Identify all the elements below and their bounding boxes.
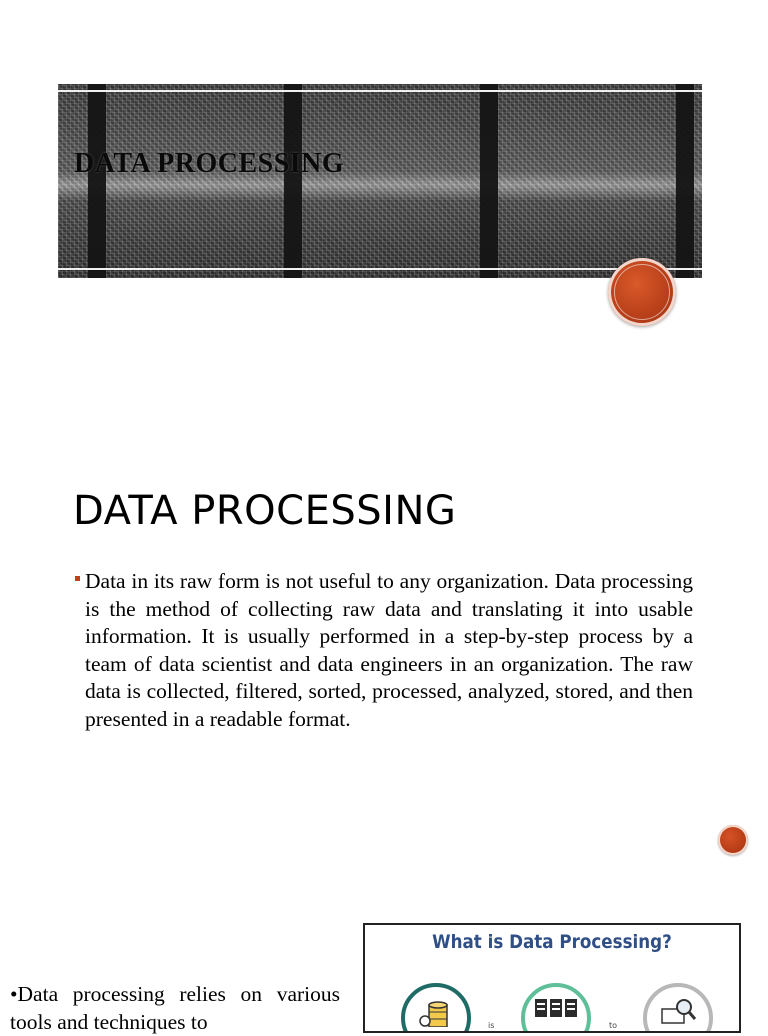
title-banner [58, 84, 702, 278]
slide-body-text: Data in its raw form is not useful to any organization. Data processing is the method of collecting raw data and translating it into usable information. It is usually performed in a step-by-step process by a team of data scientist and data engineers in an organization. The raw data is collected, filtered, sorted, processed, analyzed, stored, and then presented in a readable format. [85, 569, 693, 731]
documents-icon [521, 983, 591, 1033]
decorative-orb-small [718, 825, 748, 855]
decorative-orb-large [608, 258, 676, 326]
figure-connector-label: is [488, 1021, 495, 1030]
data-processing-figure [363, 923, 741, 1033]
figure-connector-label: to [609, 1021, 618, 1030]
banner-bottom-line [58, 268, 702, 270]
figure-title: What is Data Processing? [432, 931, 672, 953]
slide3-body-text: •Data processing relies on various tools and techniques to [10, 982, 340, 1034]
slide-title: DATA PROCESSING [73, 488, 457, 534]
banner-top-line [58, 90, 702, 92]
database-icon [401, 983, 471, 1033]
bullet-marker-icon [75, 576, 80, 581]
magnifier-icon [643, 983, 713, 1033]
banner-title: DATA PROCESSING [74, 148, 345, 179]
